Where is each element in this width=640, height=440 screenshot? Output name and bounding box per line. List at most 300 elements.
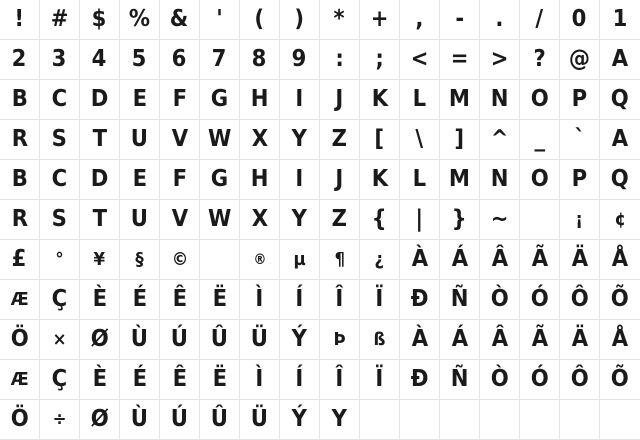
glyph-character: C bbox=[51, 86, 68, 112]
glyph-character: I bbox=[295, 86, 304, 112]
glyph-character: P bbox=[571, 166, 588, 192]
glyph-character: N bbox=[490, 86, 509, 112]
glyph-cell[interactable] bbox=[0, 400, 40, 440]
glyph-character: E bbox=[132, 86, 147, 112]
glyph-cell[interactable] bbox=[320, 120, 360, 160]
glyph-character: F bbox=[172, 86, 187, 112]
glyph-cell[interactable] bbox=[40, 0, 80, 40]
glyph-character: * bbox=[333, 6, 346, 32]
glyph-cell[interactable] bbox=[280, 240, 320, 280]
glyph-character: B bbox=[11, 166, 28, 192]
glyph-cell[interactable] bbox=[120, 120, 160, 160]
glyph-character: S bbox=[51, 126, 68, 152]
glyph-character: Í bbox=[295, 366, 304, 392]
glyph-character: À bbox=[411, 246, 428, 272]
glyph-cell[interactable] bbox=[240, 320, 280, 360]
glyph-character: Ù bbox=[130, 406, 149, 432]
glyph-cell[interactable] bbox=[560, 160, 600, 200]
glyph-cell[interactable] bbox=[200, 280, 240, 320]
glyph-cell[interactable] bbox=[120, 280, 160, 320]
glyph-cell[interactable] bbox=[160, 40, 200, 80]
glyph-character: Ö bbox=[10, 406, 29, 432]
glyph-character: Â bbox=[491, 326, 508, 352]
glyph-cell[interactable] bbox=[160, 80, 200, 120]
glyph-character: O bbox=[530, 86, 549, 112]
glyph-cell[interactable] bbox=[600, 0, 640, 40]
glyph-cell[interactable] bbox=[320, 80, 360, 120]
glyph-character: Ý bbox=[291, 406, 308, 432]
glyph-cell[interactable] bbox=[240, 280, 280, 320]
glyph-cell[interactable] bbox=[440, 200, 480, 240]
glyph-cell[interactable] bbox=[600, 80, 640, 120]
glyph-cell[interactable] bbox=[520, 0, 560, 40]
glyph-character: # bbox=[50, 6, 69, 32]
glyph-character: J bbox=[335, 166, 344, 192]
glyph-cell[interactable] bbox=[360, 360, 400, 400]
glyph-character: ) bbox=[294, 6, 305, 32]
glyph-character: L bbox=[412, 166, 427, 192]
glyph-character: Ñ bbox=[450, 366, 469, 392]
glyph-cell[interactable] bbox=[160, 320, 200, 360]
glyph-cell[interactable] bbox=[40, 240, 80, 280]
glyph-cell[interactable] bbox=[0, 320, 40, 360]
glyph-character: Æ bbox=[10, 288, 29, 310]
glyph-cell[interactable] bbox=[440, 360, 480, 400]
glyph-character: © bbox=[171, 248, 188, 270]
glyph-character: A bbox=[611, 46, 629, 72]
glyph-cell[interactable] bbox=[240, 200, 280, 240]
glyph-cell[interactable] bbox=[240, 360, 280, 400]
glyph-character: H bbox=[250, 166, 269, 192]
glyph-cell[interactable] bbox=[400, 80, 440, 120]
glyph-character: : bbox=[335, 46, 344, 72]
glyph-cell[interactable] bbox=[240, 160, 280, 200]
glyph-cell[interactable] bbox=[160, 0, 200, 40]
glyph-character: Ä bbox=[571, 326, 588, 352]
glyph-cell[interactable] bbox=[400, 280, 440, 320]
glyph-cell[interactable] bbox=[120, 240, 160, 280]
glyph-cell[interactable] bbox=[400, 0, 440, 40]
glyph-character: 1 bbox=[612, 6, 628, 32]
glyph-character: É bbox=[132, 286, 147, 312]
glyph-cell[interactable] bbox=[480, 0, 520, 40]
glyph-character: Þ bbox=[333, 328, 346, 350]
glyph-cell[interactable] bbox=[480, 80, 520, 120]
glyph-cell[interactable] bbox=[120, 320, 160, 360]
glyph-cell[interactable] bbox=[80, 120, 120, 160]
glyph-cell[interactable] bbox=[40, 280, 80, 320]
glyph-cell[interactable] bbox=[280, 160, 320, 200]
glyph-cell[interactable] bbox=[520, 320, 560, 360]
glyph-cell[interactable] bbox=[320, 400, 360, 440]
glyph-cell[interactable] bbox=[400, 400, 440, 440]
glyph-character: Ð bbox=[410, 286, 429, 312]
glyph-cell[interactable] bbox=[480, 40, 520, 80]
glyph-cell[interactable] bbox=[200, 120, 240, 160]
glyph-character: M bbox=[448, 86, 471, 112]
glyph-character: ° bbox=[55, 248, 64, 270]
glyph-cell[interactable] bbox=[120, 0, 160, 40]
glyph-cell[interactable] bbox=[240, 240, 280, 280]
glyph-character: Ó bbox=[530, 286, 549, 312]
glyph-cell[interactable] bbox=[520, 160, 560, 200]
glyph-cell[interactable] bbox=[240, 80, 280, 120]
glyph-cell[interactable] bbox=[440, 400, 480, 440]
glyph-cell[interactable] bbox=[0, 160, 40, 200]
glyph-character: { bbox=[371, 206, 388, 232]
glyph-character: Z bbox=[331, 206, 348, 232]
glyph-character: H bbox=[250, 86, 269, 112]
glyph-character: ¡ bbox=[575, 208, 584, 230]
glyph-character: T bbox=[92, 126, 107, 152]
glyph-cell[interactable] bbox=[40, 80, 80, 120]
glyph-cell[interactable] bbox=[400, 40, 440, 80]
glyph-character: ? bbox=[533, 46, 546, 72]
glyph-cell[interactable] bbox=[440, 40, 480, 80]
glyph-cell[interactable] bbox=[80, 40, 120, 80]
glyph-character: E bbox=[132, 166, 147, 192]
glyph-cell[interactable] bbox=[280, 80, 320, 120]
glyph-cell[interactable] bbox=[480, 160, 520, 200]
glyph-character: } bbox=[451, 206, 468, 232]
glyph-cell[interactable] bbox=[400, 200, 440, 240]
glyph-character: N bbox=[490, 166, 509, 192]
glyph-character: Á bbox=[451, 326, 468, 352]
glyph-character: U bbox=[130, 126, 149, 152]
glyph-cell[interactable] bbox=[80, 280, 120, 320]
glyph-cell[interactable] bbox=[480, 360, 520, 400]
glyph-cell[interactable] bbox=[0, 120, 40, 160]
glyph-cell[interactable] bbox=[40, 320, 80, 360]
glyph-cell[interactable] bbox=[200, 360, 240, 400]
glyph-cell[interactable] bbox=[440, 120, 480, 160]
glyph-character: Õ bbox=[611, 286, 629, 312]
glyph-character: . bbox=[495, 6, 504, 32]
glyph-cell[interactable] bbox=[600, 320, 640, 360]
glyph-cell[interactable] bbox=[560, 400, 600, 440]
glyph-cell[interactable] bbox=[360, 40, 400, 80]
glyph-cell[interactable] bbox=[280, 40, 320, 80]
glyph-character: Y bbox=[291, 126, 308, 152]
glyph-character: Ö bbox=[10, 326, 29, 352]
glyph-cell[interactable] bbox=[480, 400, 520, 440]
glyph-cell[interactable] bbox=[280, 320, 320, 360]
glyph-cell[interactable] bbox=[280, 200, 320, 240]
glyph-cell[interactable] bbox=[120, 80, 160, 120]
glyph-character: T bbox=[92, 206, 107, 232]
glyph-cell[interactable] bbox=[160, 240, 200, 280]
glyph-cell[interactable] bbox=[560, 240, 600, 280]
glyph-cell[interactable] bbox=[120, 160, 160, 200]
glyph-character: 9 bbox=[292, 46, 307, 72]
glyph-character: C bbox=[51, 166, 68, 192]
glyph-cell[interactable] bbox=[520, 240, 560, 280]
glyph-cell[interactable] bbox=[160, 160, 200, 200]
glyph-cell[interactable] bbox=[480, 200, 520, 240]
glyph-cell[interactable] bbox=[480, 280, 520, 320]
glyph-character: Ì bbox=[255, 366, 264, 392]
glyph-character: B bbox=[11, 86, 28, 112]
glyph-character: Ï bbox=[375, 286, 384, 312]
glyph-character: Ü bbox=[250, 406, 269, 432]
glyph-cell[interactable] bbox=[400, 240, 440, 280]
glyph-cell[interactable] bbox=[360, 280, 400, 320]
glyph-cell[interactable] bbox=[560, 40, 600, 80]
glyph-character: ~ bbox=[490, 206, 509, 232]
glyph-character: ` bbox=[574, 126, 585, 152]
glyph-cell[interactable] bbox=[400, 360, 440, 400]
glyph-cell[interactable] bbox=[0, 360, 40, 400]
glyph-cell[interactable] bbox=[520, 360, 560, 400]
glyph-character: 8 bbox=[252, 46, 267, 72]
glyph-cell[interactable] bbox=[600, 280, 640, 320]
glyph-character: Ñ bbox=[450, 286, 469, 312]
glyph-character: ß bbox=[373, 328, 386, 350]
glyph-cell[interactable] bbox=[520, 80, 560, 120]
glyph-cell[interactable] bbox=[320, 320, 360, 360]
glyph-character: = bbox=[450, 46, 469, 72]
glyph-cell[interactable] bbox=[400, 160, 440, 200]
glyph-character: £ bbox=[12, 246, 27, 272]
glyph-cell[interactable] bbox=[200, 40, 240, 80]
glyph-character: Ú bbox=[170, 406, 189, 432]
glyph-cell[interactable] bbox=[0, 0, 40, 40]
glyph-character: Z bbox=[331, 126, 348, 152]
glyph-cell[interactable] bbox=[160, 120, 200, 160]
glyph-cell[interactable] bbox=[0, 280, 40, 320]
glyph-character: Y bbox=[331, 406, 348, 432]
glyph-character: M bbox=[448, 166, 471, 192]
glyph-cell[interactable] bbox=[440, 160, 480, 200]
glyph-cell[interactable] bbox=[600, 160, 640, 200]
glyph-character: Ù bbox=[130, 326, 149, 352]
glyph-character: 2 bbox=[12, 46, 27, 72]
glyph-cell[interactable] bbox=[40, 120, 80, 160]
glyph-cell[interactable] bbox=[120, 400, 160, 440]
glyph-character: ® bbox=[253, 251, 266, 268]
glyph-cell[interactable] bbox=[160, 200, 200, 240]
glyph-cell[interactable] bbox=[320, 0, 360, 40]
glyph-cell[interactable] bbox=[560, 0, 600, 40]
glyph-cell[interactable] bbox=[0, 80, 40, 120]
glyph-character: 4 bbox=[92, 46, 107, 72]
glyph-cell[interactable] bbox=[560, 280, 600, 320]
glyph-character: × bbox=[52, 328, 67, 350]
glyph-cell[interactable] bbox=[600, 240, 640, 280]
glyph-cell[interactable] bbox=[80, 160, 120, 200]
glyph-character: W bbox=[207, 126, 232, 152]
glyph-cell[interactable] bbox=[600, 40, 640, 80]
glyph-cell[interactable] bbox=[160, 280, 200, 320]
glyph-cell[interactable] bbox=[240, 400, 280, 440]
glyph-character: R bbox=[11, 206, 28, 232]
glyph-character: Æ bbox=[10, 368, 29, 390]
glyph-cell[interactable] bbox=[360, 200, 400, 240]
glyph-character: § bbox=[135, 248, 144, 270]
glyph-cell[interactable] bbox=[600, 400, 640, 440]
glyph-cell[interactable] bbox=[40, 400, 80, 440]
glyph-cell[interactable] bbox=[280, 280, 320, 320]
glyph-cell[interactable] bbox=[320, 200, 360, 240]
glyph-character: Õ bbox=[611, 366, 629, 392]
glyph-character: Ø bbox=[90, 326, 109, 352]
glyph-cell[interactable] bbox=[200, 320, 240, 360]
glyph-character: Ì bbox=[255, 286, 264, 312]
glyph-cell[interactable] bbox=[400, 120, 440, 160]
glyph-character: Ã bbox=[531, 326, 548, 352]
glyph-character: È bbox=[92, 286, 107, 312]
glyph-character: > bbox=[490, 46, 509, 72]
glyph-cell[interactable] bbox=[520, 120, 560, 160]
glyph-cell[interactable] bbox=[240, 40, 280, 80]
glyph-cell[interactable] bbox=[600, 200, 640, 240]
glyph-character: 7 bbox=[212, 46, 227, 72]
glyph-character: ! bbox=[14, 6, 25, 32]
glyph-cell[interactable] bbox=[80, 360, 120, 400]
glyph-character: G bbox=[210, 86, 229, 112]
glyph-cell[interactable] bbox=[360, 120, 400, 160]
glyph-character: @ bbox=[568, 46, 591, 72]
glyph-character: [ bbox=[374, 126, 385, 152]
glyph-character: ¢ bbox=[614, 208, 626, 230]
glyph-cell[interactable] bbox=[80, 400, 120, 440]
glyph-cell[interactable] bbox=[440, 280, 480, 320]
glyph-cell[interactable] bbox=[320, 160, 360, 200]
glyph-character: Ú bbox=[170, 326, 189, 352]
glyph-cell[interactable] bbox=[0, 240, 40, 280]
glyph-cell[interactable] bbox=[160, 360, 200, 400]
glyph-cell[interactable] bbox=[120, 200, 160, 240]
glyph-character: ^ bbox=[490, 126, 509, 152]
glyph-cell[interactable] bbox=[80, 240, 120, 280]
glyph-character: , bbox=[415, 6, 424, 32]
glyph-cell[interactable] bbox=[280, 360, 320, 400]
glyph-cell[interactable] bbox=[360, 320, 400, 360]
glyph-character: J bbox=[335, 86, 344, 112]
glyph-character: Ä bbox=[571, 246, 588, 272]
glyph-character: Ò bbox=[490, 366, 509, 392]
glyph-cell[interactable] bbox=[200, 400, 240, 440]
glyph-cell[interactable] bbox=[560, 80, 600, 120]
glyph-cell[interactable] bbox=[480, 240, 520, 280]
glyph-character: K bbox=[371, 166, 388, 192]
glyph-character: Ô bbox=[570, 286, 589, 312]
glyph-cell[interactable] bbox=[0, 200, 40, 240]
glyph-cell[interactable] bbox=[360, 400, 400, 440]
glyph-character: $ bbox=[92, 6, 107, 32]
glyph-character: K bbox=[371, 86, 388, 112]
glyph-cell[interactable] bbox=[440, 320, 480, 360]
glyph-character: ¿ bbox=[374, 248, 385, 270]
glyph-cell[interactable] bbox=[80, 0, 120, 40]
glyph-character: Ý bbox=[291, 326, 308, 352]
glyph-cell[interactable] bbox=[40, 360, 80, 400]
glyph-character: 5 bbox=[132, 46, 147, 72]
glyph-cell[interactable] bbox=[40, 200, 80, 240]
glyph-cell[interactable] bbox=[360, 80, 400, 120]
glyph-cell[interactable] bbox=[320, 280, 360, 320]
glyph-cell[interactable] bbox=[120, 360, 160, 400]
glyph-character: R bbox=[11, 126, 28, 152]
glyph-cell[interactable] bbox=[280, 120, 320, 160]
glyph-character: Y bbox=[291, 206, 308, 232]
glyph-character: Û bbox=[210, 326, 229, 352]
glyph-cell[interactable] bbox=[80, 80, 120, 120]
glyph-cell[interactable] bbox=[440, 80, 480, 120]
glyph-cell[interactable] bbox=[80, 320, 120, 360]
glyph-character: ¥ bbox=[93, 248, 106, 270]
glyph-cell[interactable] bbox=[440, 240, 480, 280]
glyph-cell[interactable] bbox=[360, 0, 400, 40]
glyph-cell[interactable] bbox=[360, 240, 400, 280]
glyph-cell[interactable] bbox=[280, 400, 320, 440]
glyph-character: È bbox=[92, 366, 107, 392]
glyph-character: - bbox=[455, 6, 464, 32]
glyph-cell[interactable] bbox=[360, 160, 400, 200]
glyph-character: Ò bbox=[490, 286, 509, 312]
glyph-character: Ê bbox=[172, 286, 187, 312]
glyph-cell[interactable] bbox=[320, 360, 360, 400]
glyph-cell[interactable] bbox=[0, 40, 40, 80]
glyph-character: Q bbox=[611, 166, 629, 192]
glyph-character: V bbox=[171, 206, 188, 232]
glyph-character: 6 bbox=[172, 46, 187, 72]
glyph-cell[interactable] bbox=[200, 80, 240, 120]
glyph-cell[interactable] bbox=[560, 360, 600, 400]
glyph-cell[interactable] bbox=[440, 0, 480, 40]
glyph-cell[interactable] bbox=[200, 160, 240, 200]
glyph-cell[interactable] bbox=[520, 40, 560, 80]
glyph-character: U bbox=[130, 206, 149, 232]
glyph-cell[interactable] bbox=[520, 280, 560, 320]
glyph-cell[interactable] bbox=[320, 240, 360, 280]
glyph-character: + bbox=[370, 6, 389, 32]
glyph-cell[interactable] bbox=[600, 120, 640, 160]
glyph-cell[interactable] bbox=[40, 160, 80, 200]
glyph-cell[interactable] bbox=[600, 360, 640, 400]
glyph-cell[interactable] bbox=[480, 320, 520, 360]
glyph-character: D bbox=[90, 86, 109, 112]
glyph-cell[interactable] bbox=[240, 0, 280, 40]
glyph-character: À bbox=[411, 326, 428, 352]
glyph-cell[interactable] bbox=[160, 400, 200, 440]
glyph-cell[interactable] bbox=[240, 120, 280, 160]
glyph-cell[interactable] bbox=[120, 40, 160, 80]
glyph-cell[interactable] bbox=[400, 320, 440, 360]
glyph-cell[interactable] bbox=[560, 320, 600, 360]
glyph-character: Ð bbox=[410, 366, 429, 392]
glyph-cell[interactable] bbox=[200, 240, 240, 280]
glyph-character: Î bbox=[335, 286, 344, 312]
glyph-cell[interactable] bbox=[200, 0, 240, 40]
glyph-cell[interactable] bbox=[80, 200, 120, 240]
glyph-cell[interactable] bbox=[560, 200, 600, 240]
glyph-cell[interactable] bbox=[280, 0, 320, 40]
glyph-character: < bbox=[410, 46, 429, 72]
glyph-character: % bbox=[128, 6, 151, 32]
glyph-cell[interactable] bbox=[200, 200, 240, 240]
glyph-character: ' bbox=[216, 6, 223, 32]
glyph-cell[interactable] bbox=[320, 40, 360, 80]
glyph-cell[interactable] bbox=[480, 120, 520, 160]
glyph-cell[interactable] bbox=[520, 200, 560, 240]
glyph-character: X bbox=[251, 206, 268, 232]
glyph-character: P bbox=[571, 86, 588, 112]
glyph-cell[interactable] bbox=[40, 40, 80, 80]
glyph-cell[interactable] bbox=[560, 120, 600, 160]
glyph-character: | bbox=[415, 206, 424, 232]
glyph-cell[interactable] bbox=[520, 400, 560, 440]
